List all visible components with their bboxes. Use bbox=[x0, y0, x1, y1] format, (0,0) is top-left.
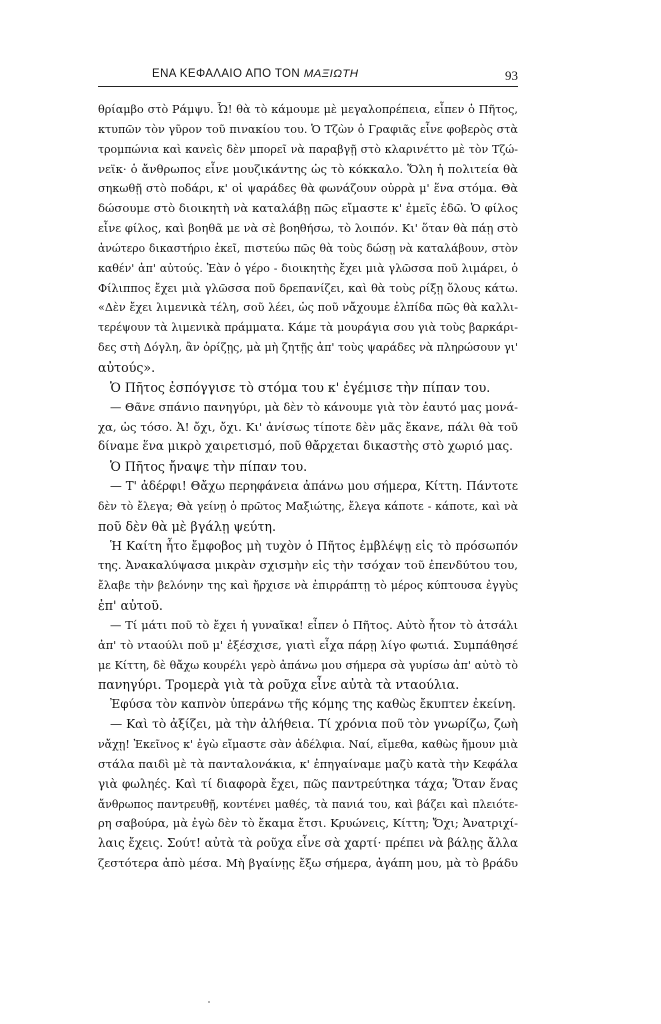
text-line: ρη σαβούρα, μὰ ἐγὼ δὲν τὸ ἔκαμα ἔτσι. Κρυώνεις, Κίττη; Ὄχι; Ἀνατριχί- bbox=[98, 816, 518, 831]
text-line: — Τ' ἀδέρφι! Θἄχω περηφάνεια ἀπάνω μου σήμερα, Κίττη. Πάντοτε bbox=[110, 479, 518, 494]
text-line: ποῦ δὲν θὰ μὲ βγάλῃ ψεύτη. bbox=[98, 518, 276, 534]
text-line: ἐπ' αὐτοῦ. bbox=[98, 598, 163, 614]
text-line: στάλα παιδὶ μὲ τὰ πανταλονάκια, κ' ἐπηγαίναμε μαζὺ κατὰ τὴν Κεφάλα bbox=[98, 756, 518, 771]
text-line: — Τί μάτι ποῦ τὸ ἔχει ἡ γυναῖκα! εἶπεν ὁ Πῆτος. Αὐτὸ ἦτον τὸ ἀτσάλι bbox=[110, 617, 518, 632]
text-line: Ἐφύσα τὸν καπνὸν ὑπεράνω τῆς κόμης της καθὼς ἔκυπτεν ἐκείνη. bbox=[110, 697, 516, 712]
page-number: 93 bbox=[505, 68, 518, 83]
text-line: ἀνώτερο δικαστήριο ἐκεῖ, πιστεύω πῶς θὰ τοὺς δώσῃ νὰ καταλάβουν, στὸν bbox=[98, 241, 518, 255]
running-head-book-title: ΜΑΞΙΩΤΗ bbox=[303, 68, 359, 80]
text-line: κτυπῶν τὸν γῦρον τοῦ πινακίου του. Ὁ Τζὼν ὁ Γραφιᾶς εἶνε φοβερὸς στὰ bbox=[98, 122, 518, 136]
text-line: ἀπ' τὸ νταούλι ποῦ μ' ἐξέσχισε, γιατὶ εἶχα πάρῃ λίγο φωτιά. Συμπάθησέ bbox=[98, 637, 518, 652]
text-line: με Κίττη, δὲ θἄχω κουρέλι γερὸ ἀπάνω μου σήμερα σὰ γυρίσω ἀπ' αὐτὸ τὸ bbox=[98, 658, 518, 672]
text-line: της. Ἀνακαλύψασα μικρὰν σχισμὴν εἰς τὴν τσόχαν τοῦ ἐπενδύτου του, bbox=[98, 558, 518, 573]
running-head bbox=[152, 68, 358, 80]
text-line: τρομπώνια καὶ κανεὶς δὲν μπορεῖ νὰ παραβγῇ στὸ κλαρινέττο μὲ τὸν Τζώ- bbox=[98, 142, 518, 156]
text-line: Φίλιππος ἔχει μιὰ γλῶσσα ποῦ δρεπανίζει, καὶ θὰ τοὺς ρίξῃ ὅλους κάτω. bbox=[98, 281, 518, 295]
text-line: πανηγύρι. Τρομερὰ γιὰ τὰ ροῦχα εἶνε αὐτὰ τὰ νταούλια. bbox=[98, 677, 460, 693]
scan-speck bbox=[208, 1001, 210, 1003]
page-header bbox=[98, 68, 518, 87]
text-line: χα, ὡς τόσο. Ἀ! ὄχι, ὄχι. Κι' ἀνίσως τίποτε δὲν μᾶς ἔκανε, πάλι θὰ τοῦ bbox=[98, 419, 518, 434]
text-line: εἶνε φίλος, καὶ βοηθᾶ με νὰ σὲ βοηθήσω, τὸ λοιπόν. Κι' ὅταν θὰ πάῃ στὸ bbox=[98, 221, 518, 236]
text-line: καθέν' ἀπ' αὐτούς. Ἐὰν ὁ γέρο - διοικητὴς ἔχει μιὰ γλῶσσα ποῦ λιμάρει, ὁ bbox=[98, 261, 518, 275]
text-line: Ἡ Καίτη ἦτο ἔμφοβος μὴ τυχὸν ὁ Πῆτος ἐμβλέψῃ εἰς τὸ πρόσωπόν bbox=[110, 538, 518, 553]
text-line: — Θᾶνε σπάνιο πανηγύρι, μὰ δὲν τὸ κάνουμε γιὰ τὸν ἑαυτό μας μονά- bbox=[110, 399, 518, 414]
text-line: Ὁ Πῆτος ἤναψε τὴν πίπαν του. bbox=[110, 459, 308, 475]
text-line: θρίαμβο στὸ Ράμψυ. Ὦ! θὰ τὸ κάμουμε μὲ μεγαλοπρέπεια, εἶπεν ὁ Πῆτος, bbox=[98, 103, 518, 116]
text-line: αὐτούς». bbox=[98, 359, 156, 375]
text-line: δὲν τὸ ἔλεγα; Θὰ γείνῃ ὁ πρῶτος Μαξιώτης, ἔλεγα κάποτε - κάποτε, καὶ νὰ bbox=[98, 499, 518, 513]
text-line: δες στὴ Δόγλη, ἂν ὁρίζῃς, μὰ μὴ ζητῇς ἀπ' τοὺς ψαράδες νὰ πληρώσουν γι' bbox=[98, 341, 518, 355]
text-line: δώσουμε στὸ διοικητὴ νὰ καταλάβῃ πῶς εἴμαστε κ' ἐμεῖς ἐδῶ. Ὁ φίλος bbox=[98, 201, 518, 216]
body-text bbox=[98, 100, 518, 874]
text-line: ἄνθρωπος παντρευθῇ, κοντένει μαθές, τὰ πανιά του, καὶ βάζει καὶ πλειότε- bbox=[98, 797, 518, 811]
running-head-prefix: ΕΝΑ ΚΕΦΑΛΑΙΟ ΑΠΟ ΤΟΝ bbox=[152, 68, 301, 80]
text-line: σηκωθῇ στὸ ποδάρι, κ' οἱ ψαράδες θὰ φωνάζουν οὐρρὰ μ' ἕνα στόμα. Θὰ bbox=[98, 182, 518, 196]
text-line: νἄχῃ! Ἐκεῖνος κ' ἐγὼ εἴμαστε σὰν ἀδέλφια. Ναί, εἴμεθα, καθὼς ἤμουν μιὰ bbox=[98, 738, 518, 751]
text-line: ζεστότερα ἀπὸ μέσα. Μὴ βγαίνῃς ἔξω σήμερα, ἀγάπη μου, μὰ τὸ βράδυ bbox=[98, 856, 518, 871]
text-line: τερέψουν τὰ λιμενικὰ πράμματα. Κάμε τὰ μουράγια σου γιὰ τοὺς βαρκάρι- bbox=[98, 321, 518, 335]
text-line: «Δὲν ἔχει λιμενικὰ τέλη, σοῦ λέει, ὡς ποῦ νἄχουμε ἐλπίδα πῶς θὰ καλλι- bbox=[98, 301, 518, 315]
text-line: γιὰ φωληές. Καὶ τί διαφορὰ ἔχει, πῶς παντρεύτηκα τάχα; Ὅταν ἕνας bbox=[98, 776, 518, 791]
text-line: — Καὶ τὸ ἀξίζει, μὰ τὴν ἀλήθεια. Τί χρόνια ποῦ τὸν γνωρίζω, ζωὴ bbox=[110, 717, 518, 732]
text-line: ἔλαβε τὴν βελόνην της καὶ ἤρχισε νὰ ἐπιρράπτῃ τὸ μέρος κύπτουσα ἐγγὺς bbox=[98, 579, 518, 593]
text-line: λαις ἔχεις. Σούτ! αὐτὰ τὰ ροῦχα εἶνε σὰ χαρτί· πρέπει νὰ βάλῃς ἄλλα bbox=[98, 836, 518, 851]
text-line: δίναμε ἕνα μικρὸ χαιρετισμό, ποῦ θἄρχεται δικαστὴς στὸ χωριό μας. bbox=[98, 439, 513, 454]
text-line: Ὁ Πῆτος ἐσπόγγισε τὸ στόμα του κ' ἐγέμισε τὴν πίπαν του. bbox=[110, 379, 491, 395]
text-line: νεϊκ· ὁ ἄνθρωπος εἶνε μουζικάντης ὡς τὸ κόκκαλο. Ὅλη ἡ πολιτεία θὰ bbox=[98, 161, 518, 176]
